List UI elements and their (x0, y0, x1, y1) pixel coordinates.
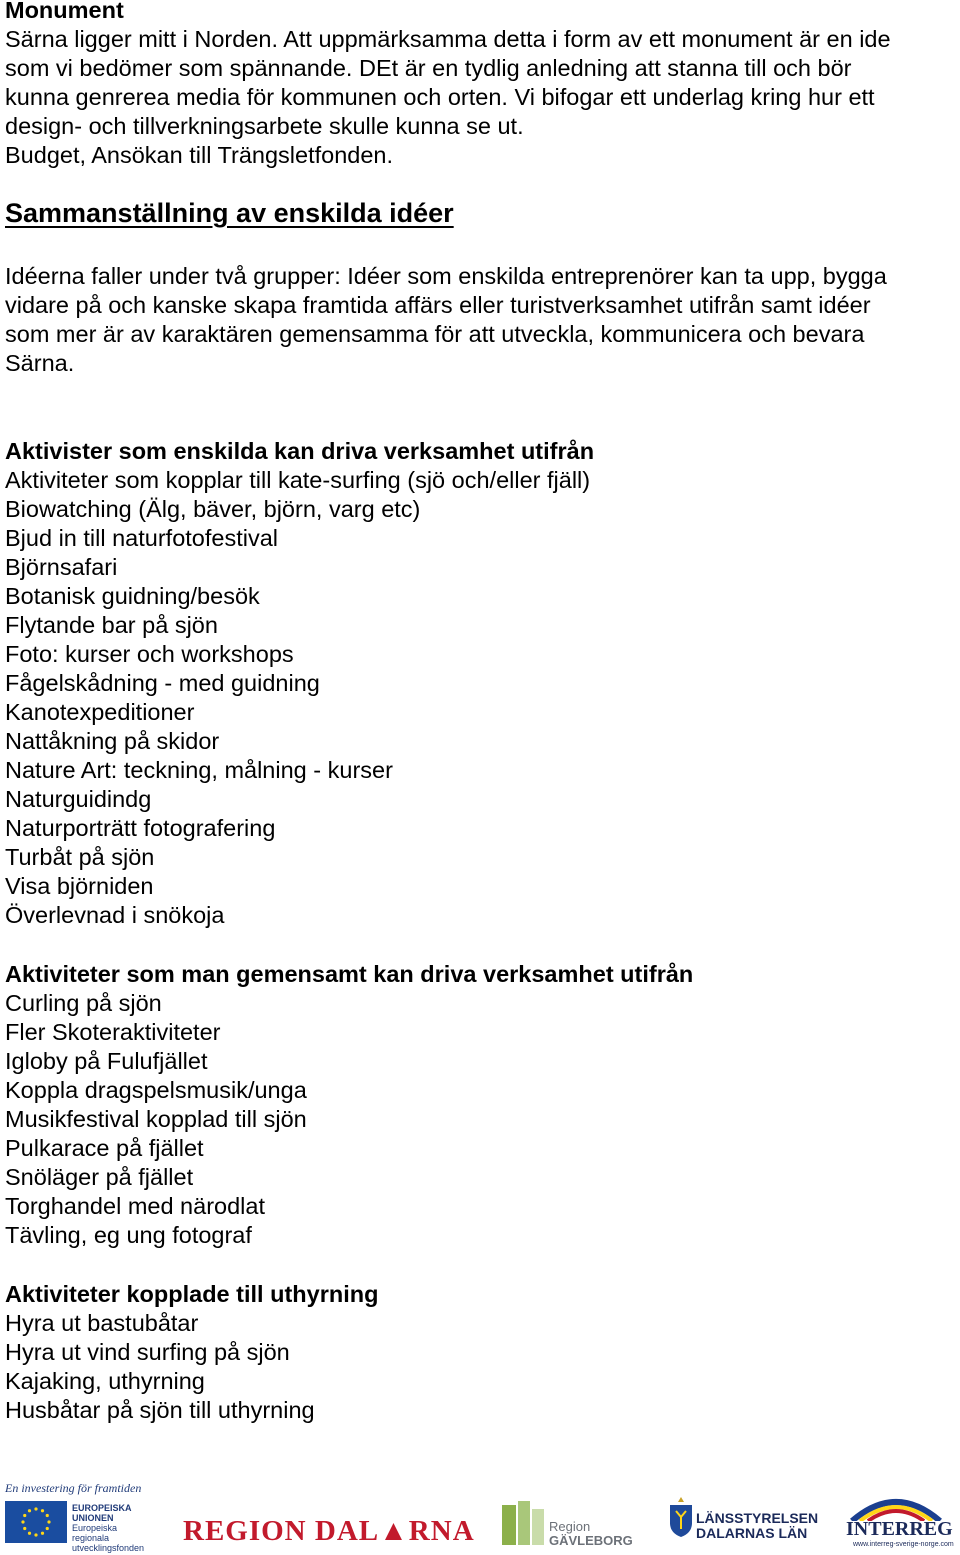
list-item: Fågelskådning - med guidning (5, 670, 320, 696)
region-gavleborg-text: Region GÄVLEBORG (549, 1519, 633, 1548)
eu-star-icon (47, 1520, 50, 1523)
list-item: Överlevnad i snökoja (5, 902, 225, 928)
lansstyrelsen-crest-icon (668, 1497, 694, 1537)
list-item: Aktiviteter som kopplar till kate-surfing (sjö och/eller fjäll) (5, 467, 591, 493)
summary-line: som mer är av karaktären gemensamma för att utveckla, kommunicera och bevara (5, 321, 865, 347)
interreg-logo-text: INTERREG (846, 1518, 953, 1540)
eu-star-icon (41, 1509, 44, 1512)
monument-line: som vi bedömer som spännande. DEt är en tydlig anledning att stanna till och bör (5, 55, 852, 81)
eu-star-icon (41, 1532, 44, 1535)
footer-logos (0, 1475, 960, 1555)
list-item: Bjud in till naturfotofestival (5, 525, 279, 551)
eu-text: EUROPEISKA UNIONEN Europeiska regionala utvecklingsfonden (72, 1503, 145, 1553)
list-item: Tävling, eg ung fotograf (5, 1222, 252, 1248)
eu-star-icon (21, 1520, 24, 1523)
interreg-arc-icon (848, 1491, 944, 1521)
eu-star-icon (46, 1527, 49, 1530)
list-item: Nature Art: teckning, målning - kurser (5, 757, 393, 783)
eu-flag-logo (5, 1501, 67, 1543)
eu-star-icon (46, 1514, 49, 1517)
monument-heading: Monument (5, 0, 124, 23)
list-item: Björnsafari (5, 554, 118, 580)
list-item: Torghandel med närodlat (5, 1193, 265, 1219)
eu-star-icon (28, 1532, 31, 1535)
summary-line: Särna. (5, 350, 75, 376)
list-item: Kanotexpeditioner (5, 699, 195, 725)
footer-tagline: En investering för framtiden (5, 1481, 142, 1495)
eu-star-icon (34, 1533, 37, 1536)
group-heading: Aktiviteter som man gemensamt kan driva verksamhet utifrån (5, 961, 694, 987)
list-item: Naturporträtt fotografering (5, 815, 276, 841)
list-item: Turbåt på sjön (5, 844, 155, 870)
list-item: Hyra ut bastubåtar (5, 1310, 199, 1336)
list-item: Visa björniden (5, 873, 154, 899)
interreg-url: www.interreg-sverige-norge.com (853, 1541, 954, 1548)
summary-line: Idéerna faller under två grupper: Idéer som enskilda entreprenörer kan ta upp, bygga (5, 263, 887, 289)
eu-star-icon (23, 1527, 26, 1530)
eu-star-icon (23, 1514, 26, 1517)
list-item: Koppla dragspelsmusik/unga (5, 1077, 307, 1103)
summary-heading: Sammanställning av enskilda idéer (5, 198, 454, 228)
list-item: Nattåkning på skidor (5, 728, 220, 754)
list-item: Hyra ut vind surfing på sjön (5, 1339, 290, 1365)
list-item: Snöläger på fjället (5, 1164, 194, 1190)
list-item: Musikfestival kopplad till sjön (5, 1106, 307, 1132)
list-item: Igloby på Fulufjället (5, 1048, 208, 1074)
list-item: Foto: kurser och workshops (5, 641, 294, 667)
eu-star-icon (28, 1509, 31, 1512)
eu-star-icon (34, 1507, 37, 1510)
group-heading: Aktivister som enskilda kan driva verksamhet utifrån (5, 438, 595, 464)
list-item: Kajaking, uthyrning (5, 1368, 205, 1394)
list-item: Curling på sjön (5, 990, 162, 1016)
monument-line: Budget, Ansökan till Trängsletfonden. (5, 142, 394, 168)
list-item: Pulkarace på fjället (5, 1135, 204, 1161)
summary-paragraph (5, 262, 887, 378)
list-item: Flytande bar på sjön (5, 612, 218, 638)
list-item: Naturguidindg (5, 786, 152, 812)
group-gemensamt (5, 960, 693, 1250)
list-item: Biowatching (Älg, bäver, björn, varg etc) (5, 496, 421, 522)
monument-line: Särna ligger mitt i Norden. Att uppmärksamma detta i form av ett monument är en ide (5, 26, 891, 52)
region-gavleborg-mark-icon (502, 1501, 544, 1545)
list-item: Botanisk guidning/besök (5, 583, 260, 609)
lansstyrelsen-text: LÄNSSTYRELSEN DALARNAS LÄN (696, 1510, 819, 1541)
list-item: Husbåtar på sjön till uthyrning (5, 1397, 315, 1423)
monument-line: kunna genrerea media för kommunen och orten. Vi bifogar ett underlag kring hur ett (5, 84, 875, 110)
group-enskilda (5, 437, 594, 930)
group-uthyrning (5, 1280, 378, 1425)
summary-line: vidare på och kanske skapa framtida affärs eller turistverksamhet utifrån samt idéer (5, 292, 871, 318)
region-dalarna-logo: REGION DAL▲RNA (183, 1515, 475, 1547)
monument-section (5, 0, 891, 170)
monument-line: design- och tillverkningsarbete skulle kunna se ut. (5, 113, 524, 139)
group-heading: Aktiviteter kopplade till uthyrning (5, 1281, 379, 1307)
list-item: Fler Skoteraktiviteter (5, 1019, 221, 1045)
